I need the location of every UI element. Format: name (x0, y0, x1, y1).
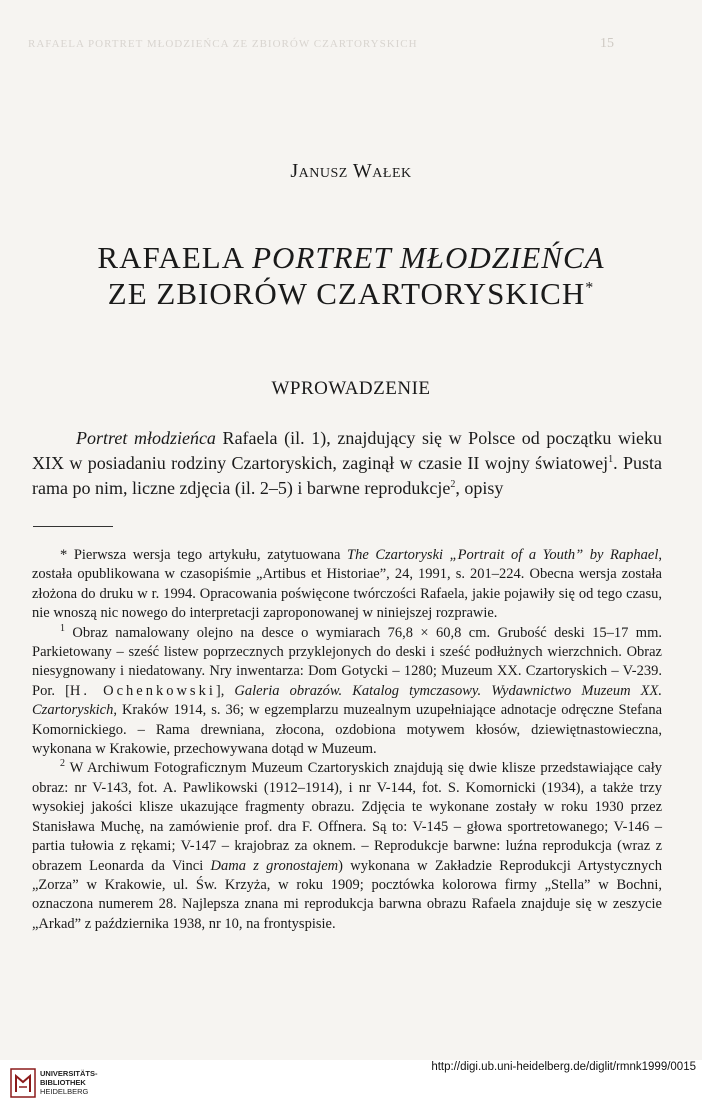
footnote-marker: * (60, 547, 68, 563)
footnote-ref-2[interactable]: 2 (450, 479, 456, 490)
footnote-text: , Kraków 1914, s. 36; w egzemplarzu muzealnym uzupełniające adnotacje odręczne Stefana Komornickiego. – Rama drewniana, złocona, ozdobiona motywem kłosów, dziewiętnastowieczna, wykonana w Krakowie, przechowywana dotąd w Muzeum. (32, 702, 662, 758)
footnote-text: , została opublikowana w czasopiśmie „Artibus et Historiae”, 24, 1991, s. 201–224. Obecna wersja została złożona do druku w r. 1994. Opracowania poświęcone twórczości Rafaela, jakie pojawiły się od tego czasu, nie wnoszą nic nowego do interpretacji zaproponowanej w niniejszej rozprawie. (32, 547, 662, 622)
footnote-text: Obraz namalowany olejno na desce o wymiarach 76,8 × 60,8 cm. Grubość deski 15–17 mm. Parkietowany – sześć listew poprzecznych przyklejonych do deski i sześć podłużnych wierzchnich. Obraz niesygnowany i niedatowany. Nry inwentarza: Dom Gotycki – 1280; Muzeum XX. Czartoryskich – V-239. Por. [ (32, 624, 662, 699)
title-line2: ZE ZBIORÓW CZARTORYSKICH (107, 276, 586, 311)
heidelberg-library-logo-icon[interactable] (10, 1068, 36, 1098)
footnote-text: ], (215, 682, 235, 699)
footnote-author-spaced: H. Ochenkowski (69, 682, 216, 699)
footnotes (32, 546, 662, 934)
library-name-line: HEIDELBERG (40, 1087, 89, 1096)
permalink-url[interactable]: http://digi.ub.uni-heidelberg.de/diglit/rmnk1999/0015 (431, 1061, 696, 1073)
library-name-line: UNIVERSITÄTS- (40, 1069, 98, 1078)
article-title (0, 240, 702, 312)
section-heading: WPROWADZENIE (271, 378, 431, 399)
footnote-text: Pierwsza wersja tego artykułu, zatytuowana (67, 547, 348, 563)
title-footnote-marker[interactable]: * (585, 279, 595, 297)
footnote-marker: 1 (60, 622, 65, 634)
body-text-run: Rafaela (il. 1), znajdujący się w Polsce od początku wieku XIX w posiadaniu rodziny Czartoryskich, zaginął w czasie II wojny światowej (32, 428, 662, 473)
footnote-divider (33, 526, 113, 527)
footnote-text: ) wykonana w Zakładzie Reprodukcji Artystycznych „Zorza” w Krakowie, ul. Św. Krzyża, w roku 1909; pocztówka kolorowa firmy „Stella” w Bochni, oznaczona numerem 28. Najlepsza znana mi reprodukcja barwna obrazu Rafaela znajduje się w zeszycie „Arkad” z października 1938, nr 10, na frontyspisie. (32, 857, 662, 932)
title-line1-prefix: RAFAELA (97, 240, 253, 275)
library-name (40, 1069, 98, 1096)
footnote-2 (32, 759, 662, 934)
bleed-through-header: RAFAELA PORTRET MŁODZIEŃCA ZE ZBIORÓW CZARTORYSKICH (28, 38, 418, 50)
body-text-run: , opisy (455, 478, 504, 498)
footnote-italic: The Czartoryski „Portrait of a Youth” by Raphael (347, 547, 659, 563)
footnote-italic: Galeria obrazów. Katalog tymczasowy. Wydawnictwo Muzeum XX. Czartoryskich (32, 682, 662, 719)
body-text-run: . Pusta rama po nim, liczne zdjęcia (il. 2–5) i barwne reprodukcje (32, 453, 662, 498)
footnote-1 (32, 624, 662, 760)
author-name: Janusz Wałek (290, 160, 412, 182)
body-italic-title: Portret młodzieńca (76, 428, 216, 448)
library-name-line: BIBLIOTHEK (40, 1078, 86, 1087)
body-paragraph (32, 426, 662, 501)
footnote-ref-1[interactable]: 1 (608, 454, 614, 465)
footnote-text: W Archiwum Fotograficznym Muzeum Czartoryskich znajdują się dwie klisze przedstawiające cały obraz: nr V-143, fot. A. Pawlikowski (1912–1914), i nr V-144, fot. S. Komornicki (1934), a także trzy wysokiej jakości klisze ukazujące fragmenty obrazu. Zdjęcia te wykonane zostały w roku 1930 przez Stanisława Muchę, na zamówienie prof. dra F. Offnera. Są to: V-145 – głowa sportretowanego; V-146 – partia tułowia z rękami; V-147 – krajobraz za oknem. – Reprodukcje barwne: luźna reprodukcja (wraz z obrazem Leonarda da Vinci (32, 760, 662, 874)
bleed-through-page-number: 15 (600, 36, 614, 51)
body-text (32, 426, 662, 501)
viewer-footer (0, 1060, 702, 1106)
footnote-star (32, 546, 662, 624)
title-line1-italic: PORTRET MŁODZIEŃCA (252, 240, 605, 275)
footnote-italic: Dama z gronostajem (210, 857, 339, 874)
footnote-marker: 2 (60, 758, 65, 770)
